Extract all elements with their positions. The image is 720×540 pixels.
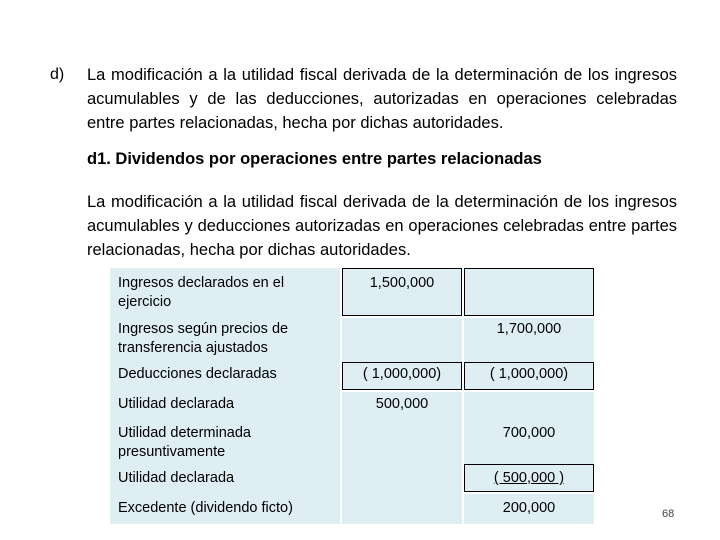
subsection-paragraph: La modificación a la utilidad fiscal derivada de la determinación de los ingresos acumulables y deducciones autorizadas en operaciones celebradas entre partes relacionadas, hecha por dichas autoridades. [87, 193, 677, 259]
row-label-utilidad-declarada: Utilidad declarada [118, 396, 235, 412]
value-deducciones-declared: ( 1,000,000) [362, 366, 442, 382]
row-label-ingresos-declarados: Ingresos declarados en el ejercicio [118, 275, 285, 310]
declared-cell [342, 318, 462, 362]
dividend-table [110, 268, 594, 524]
row-label-ingresos-ajustados: Ingresos según precios de transferencia ajustados [118, 321, 289, 356]
row-label-utilidad-presuntiva: Utilidad determinada presuntivamente [118, 425, 251, 460]
value-utilidad-declarada-adjusted: ( 500,000 ) [493, 470, 565, 486]
item-paragraph: La modificación a la utilidad fiscal derivada de la determinación de los ingresos acumulables y de las deducciones, autorizadas en operaciones celebradas entre partes relacionadas, hecha por dichas autoridades. [87, 66, 677, 132]
value-utilidad-declarada: 500,000 [375, 396, 429, 412]
row-label-excedente: Excedente (dividendo ficto) [118, 500, 293, 516]
page-number: 68 [662, 508, 675, 520]
value-ingresos-ajustados: 1,700,000 [496, 321, 562, 337]
value-utilidad-presuntiva: 700,000 [502, 425, 556, 441]
value-deducciones-adjusted: ( 1,000,000) [489, 366, 569, 382]
adjusted-box-top [464, 268, 594, 316]
value-ingresos-declarados: 1,500,000 [369, 275, 435, 291]
subsection-heading: d1. Dividendos por operaciones entre partes relacionadas [87, 150, 542, 168]
row-label-utilidad-declarada-2: Utilidad declarada [118, 470, 235, 486]
value-excedente: 200,000 [502, 500, 556, 516]
item-marker: d) [50, 66, 65, 83]
row-label-deducciones: Deducciones declaradas [118, 366, 277, 382]
